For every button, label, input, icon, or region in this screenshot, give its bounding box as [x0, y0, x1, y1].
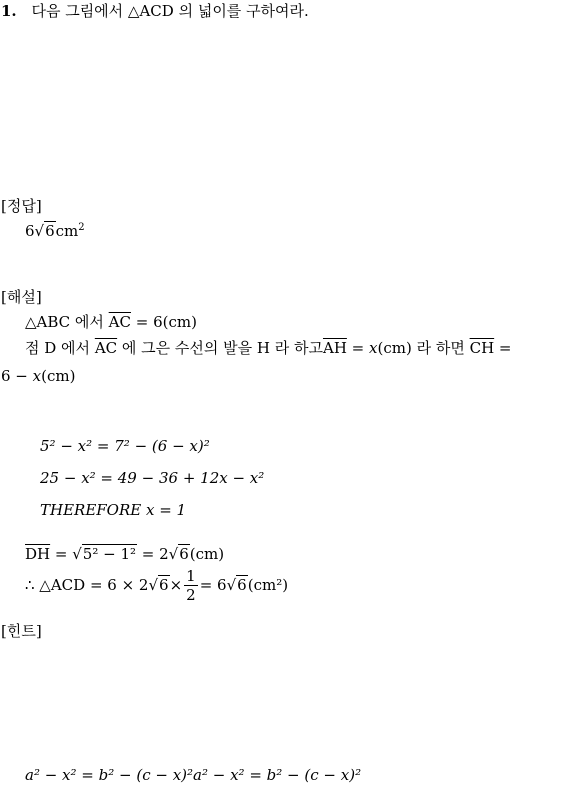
equation-2: 25 − x² = 49 − 36 + 12x − x²: [40, 469, 265, 487]
segment-ch: $\overline{CH}$: [469, 339, 495, 357]
segment-ah: $\overline{AH}$: [322, 339, 347, 357]
solution-line-1-value: = 6(cm): [130, 313, 197, 331]
segment-ac-2: $\overline{AC}$: [94, 339, 118, 357]
equation-3: THEREFORE x = 1: [40, 501, 187, 519]
fraction-numerator: 1: [186, 566, 196, 585]
dh-line: [25, 547, 224, 562]
answer-label: [정답]: [1, 197, 42, 215]
segment-dh: $\overline{DH}$: [25, 545, 51, 563]
area-sqrt-1: √6: [148, 575, 169, 594]
question-number: 1.: [1, 2, 17, 20]
hint-label: [힌트]: [1, 622, 42, 640]
answer-unit: cm: [55, 222, 79, 240]
area-fraction: [184, 567, 198, 604]
fraction-denominator: 2: [186, 585, 196, 604]
solution-line-2-part-e: =: [494, 339, 512, 357]
answer-exponent: 2: [78, 222, 85, 233]
solution-line-3-part-b: (cm): [41, 367, 76, 385]
segment-ac: $\overline{AC}$: [108, 313, 131, 331]
variable-x: x: [369, 339, 378, 357]
solution-line-3: [1, 369, 75, 384]
dh-sqrt-2: √6: [168, 545, 189, 563]
solution-line-3-part-a: 6 −: [1, 367, 33, 385]
solution-line-2-part-b: 에 그은 수선의 발을 H 라 하고: [117, 339, 323, 357]
question-text: 다음 그림에서 △ACD 의 넓이를 구하여라.: [31, 2, 309, 20]
dh-mid: = 2: [137, 545, 169, 563]
area-part-c: = 6: [199, 575, 227, 594]
solution-line-2-eq: =: [346, 339, 370, 357]
dh-eq: =: [50, 545, 73, 563]
question-line: [1, 4, 309, 19]
variable-x-2: x: [32, 367, 42, 385]
solution-line-1: [25, 315, 197, 330]
hint-formula: a² − x² = b² − (c − x)²a² − x² = b² − (c − x)²: [25, 766, 362, 784]
solution-label: [해설]: [1, 288, 42, 306]
area-unit: (cm²): [247, 575, 289, 594]
dh-unit: (cm): [189, 545, 225, 563]
answer-coefficient: 6: [25, 222, 35, 240]
area-line: [25, 567, 288, 603]
solution-line-2-part-a: 점 D 에서: [25, 339, 95, 357]
area-part-a: ∴ △ACD = 6 × 2: [25, 575, 149, 594]
solution-line-2-part-d: (cm) 라 하면: [377, 339, 470, 357]
equation-1: 5² − x² = 7² − (6 − x)²: [40, 437, 210, 455]
area-times: ×: [169, 575, 183, 594]
area-sqrt-2: √6: [226, 575, 247, 594]
answer-sqrt: √6: [34, 222, 55, 240]
answer-value: [25, 224, 85, 239]
solution-line-1-text: △ABC 에서: [25, 313, 109, 331]
solution-line-2: [25, 341, 572, 356]
dh-sqrt: √5² − 1²: [72, 545, 136, 563]
